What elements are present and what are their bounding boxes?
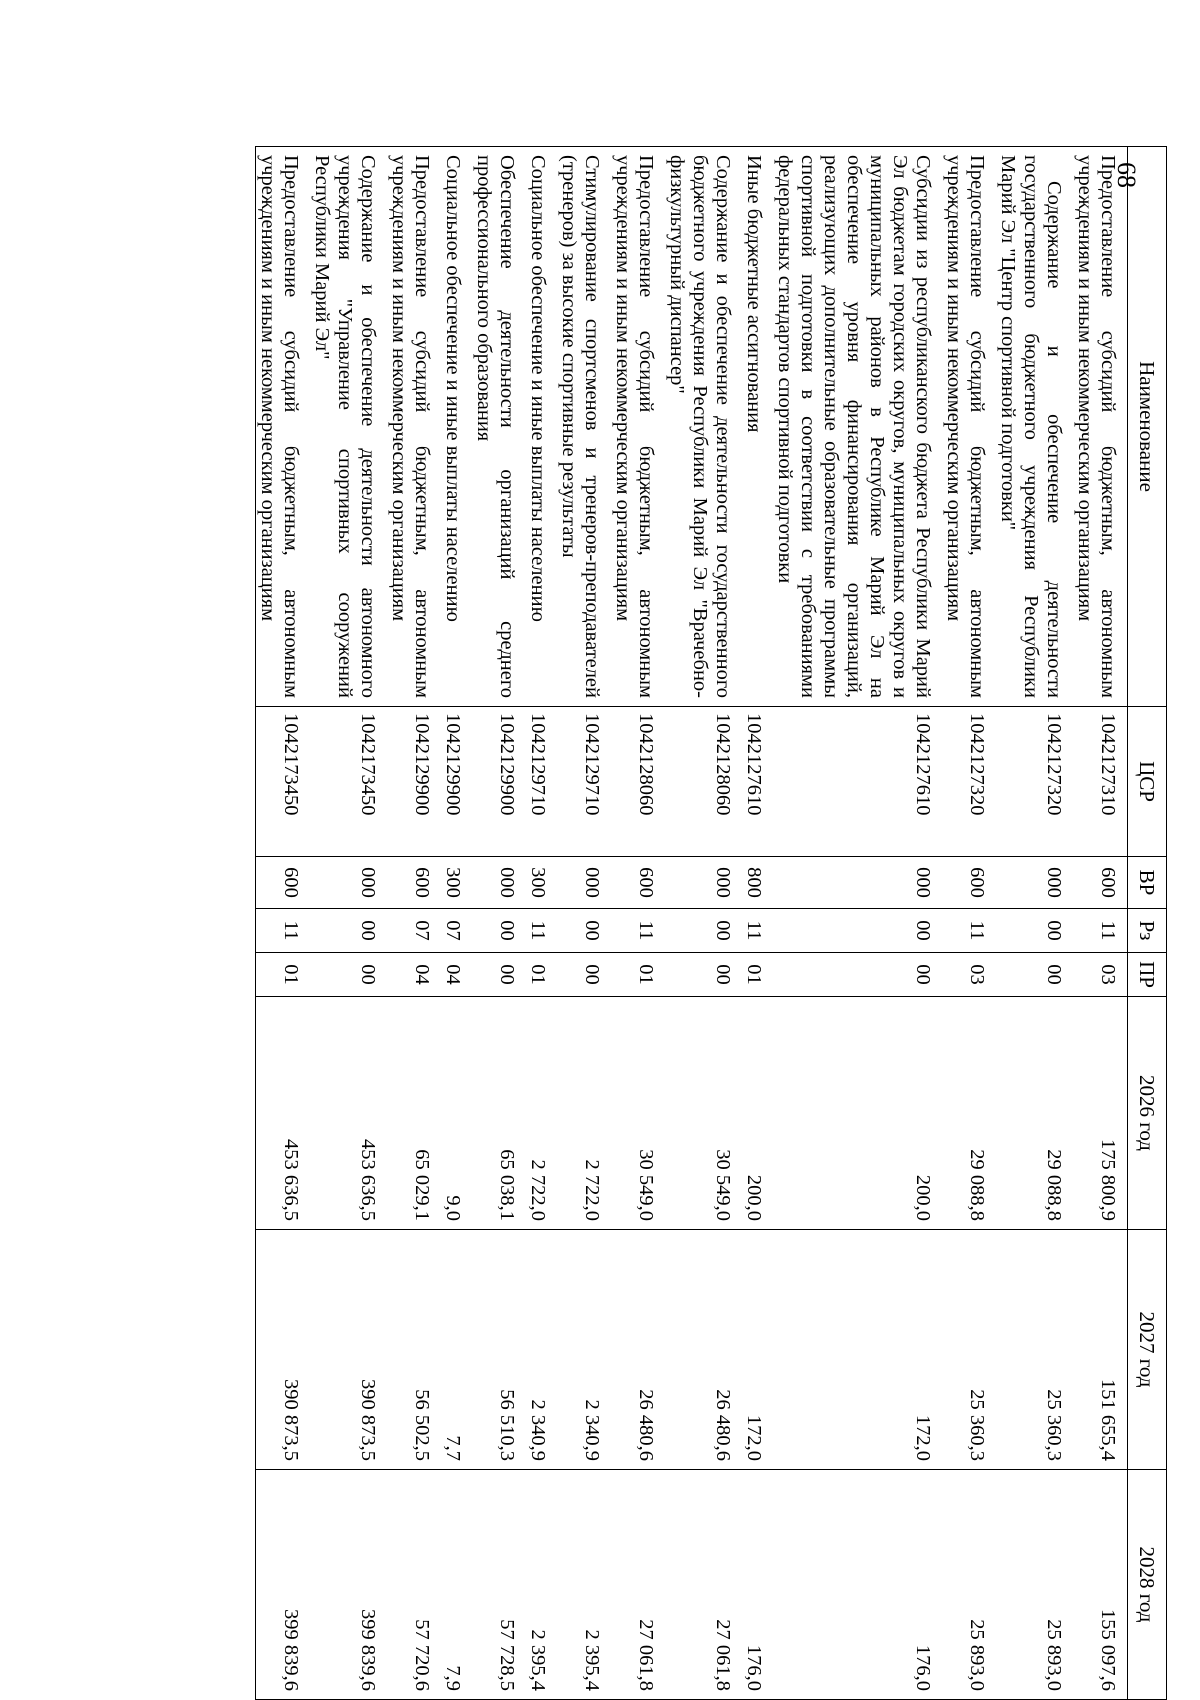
table-row [256, 147, 311, 1700]
row-2027: 25 360,3 [942, 1230, 996, 1470]
row-2028: 399 839,6 [310, 1470, 387, 1700]
row-2028: 176,0 [742, 1470, 773, 1700]
row-2026: 200,0 [773, 997, 942, 1230]
row-2027: 26 480,6 [611, 1230, 665, 1470]
row-rz: 00 [557, 909, 611, 953]
row-name: Стимулирование спортсменов и тренеров-преподавателей (тренеров) за высокие спортивные результаты [557, 147, 611, 707]
row-vr: 000 [773, 857, 942, 909]
row-rz: 11 [526, 909, 557, 953]
header-name: Наименование [1128, 147, 1167, 707]
row-2026: 65 029,1 [387, 997, 441, 1230]
row-csr: 1042129900 [472, 707, 526, 857]
row-2027: 390 873,5 [256, 1230, 311, 1470]
row-2026: 30 549,0 [611, 997, 665, 1230]
row-pr: 00 [773, 953, 942, 997]
row-2026: 30 549,0 [665, 997, 742, 1230]
row-csr: 1042129710 [557, 707, 611, 857]
row-2028: 25 893,0 [942, 1470, 996, 1700]
row-2027: 172,0 [773, 1230, 942, 1470]
row-vr: 300 [526, 857, 557, 909]
row-vr: 600 [942, 857, 996, 909]
row-2027: 56 510,3 [472, 1230, 526, 1470]
rotated-page [137, 146, 1167, 1699]
row-vr: 800 [742, 857, 773, 909]
table-row [773, 147, 942, 1700]
row-2028: 2 395,4 [526, 1470, 557, 1700]
row-csr: 1042127610 [742, 707, 773, 857]
row-2027: 7,7 [441, 1230, 472, 1470]
header-row [1128, 147, 1167, 1700]
row-2028: 27 061,8 [611, 1470, 665, 1700]
row-rz: 11 [1073, 909, 1128, 953]
budget-table [255, 146, 1167, 1700]
row-2028: 2 395,4 [557, 1470, 611, 1700]
header-2028: 2028 год [1128, 1470, 1167, 1700]
row-pr: 01 [611, 953, 665, 997]
header-rz: Рз [1128, 909, 1167, 953]
row-2028: 7,9 [441, 1470, 472, 1700]
header-2026: 2026 год [1128, 997, 1167, 1230]
row-rz: 11 [742, 909, 773, 953]
row-csr: 1042173450 [256, 707, 311, 857]
row-2026: 2 722,0 [526, 997, 557, 1230]
row-2026: 175 800,9 [1073, 997, 1128, 1230]
row-2027: 172,0 [742, 1230, 773, 1470]
row-pr: 03 [942, 953, 996, 997]
row-name: Содержание и обеспечение деятельности автономного учреждения "Управление спортивных сооружений Республики Марий Эл" [310, 147, 387, 707]
row-name: Содержание и обеспечение деятельности государственного бюджетного учреждения Республики Марий Эл "Врачебно-физкультурный диспансер" [665, 147, 742, 707]
row-rz: 11 [942, 909, 996, 953]
row-2028: 57 728,5 [472, 1470, 526, 1700]
row-csr: 1042127310 [1073, 707, 1128, 857]
row-vr: 000 [557, 857, 611, 909]
header-2027: 2027 год [1128, 1230, 1167, 1470]
table-row [441, 147, 472, 1700]
row-2026: 2 722,0 [557, 997, 611, 1230]
row-2028: 57 720,6 [387, 1470, 441, 1700]
row-pr: 01 [526, 953, 557, 997]
row-name: Социальное обеспечение и иные выплаты населению [441, 147, 472, 707]
row-rz: 00 [472, 909, 526, 953]
row-rz: 00 [665, 909, 742, 953]
table-row [611, 147, 665, 1700]
row-name: Предоставление субсидий бюджетным, автономным учреждениям и иным некоммерческим организациям [256, 147, 311, 707]
row-pr: 01 [742, 953, 773, 997]
row-2028: 27 061,8 [665, 1470, 742, 1700]
row-vr: 000 [996, 857, 1073, 909]
row-pr: 04 [387, 953, 441, 997]
row-2028: 176,0 [773, 1470, 942, 1700]
row-vr: 300 [441, 857, 472, 909]
row-name: Иные бюджетные ассигнования [742, 147, 773, 707]
table-row [387, 147, 441, 1700]
header-csr: ЦСР [1128, 707, 1167, 857]
table-row [557, 147, 611, 1700]
page-number: 68 [1112, 162, 1141, 188]
row-vr: 600 [387, 857, 441, 909]
row-csr: 1042173450 [310, 707, 387, 857]
table-row [526, 147, 557, 1700]
table-row [942, 147, 996, 1700]
row-2026: 29 088,8 [996, 997, 1073, 1230]
table-row [472, 147, 526, 1700]
row-pr: 00 [310, 953, 387, 997]
row-2027: 151 655,4 [1073, 1230, 1128, 1470]
row-csr: 1042127320 [996, 707, 1073, 857]
row-vr: 600 [1073, 857, 1128, 909]
row-pr: 00 [996, 953, 1073, 997]
row-rz: 11 [256, 909, 311, 953]
row-csr: 1042129710 [526, 707, 557, 857]
row-name: Содержание и обеспечение деятельности государственного бюджетного учреждения Республики Марий Эл "Центр спортивной подготовки" [996, 147, 1073, 707]
row-csr: 1042127320 [942, 707, 996, 857]
row-csr: 1042128060 [611, 707, 665, 857]
table-row [665, 147, 742, 1700]
row-rz: 07 [441, 909, 472, 953]
row-2027: 25 360,3 [996, 1230, 1073, 1470]
row-name: Предоставление субсидий бюджетным, автономным учреждениям и иным некоммерческим организациям [387, 147, 441, 707]
row-name: Предоставление субсидий бюджетным, автономным учреждениям и иным некоммерческим организациям [1073, 147, 1128, 707]
row-vr: 000 [665, 857, 742, 909]
table-row [1073, 147, 1128, 1700]
row-pr: 00 [472, 953, 526, 997]
row-vr: 000 [310, 857, 387, 909]
header-vr: ВР [1128, 857, 1167, 909]
row-2028: 155 097,6 [1073, 1470, 1128, 1700]
row-csr: 1042128060 [665, 707, 742, 857]
row-pr: 03 [1073, 953, 1128, 997]
row-pr: 00 [557, 953, 611, 997]
row-name: Обеспечение деятельности организаций среднего профессионального образования [472, 147, 526, 707]
row-2027: 56 502,5 [387, 1230, 441, 1470]
row-name: Субсидии из республиканского бюджета Республики Марий Эл бюджетам городских округов, муниципальных округов и муниципальных районов в Республике Марий Эл на обеспечение уровня финансирования организаций, реализующих дополнительные образовательные программы спортивной подготовки в соответствии с требованиями федеральных стандартов спортивной подготовки [773, 147, 942, 707]
table-row [310, 147, 387, 1700]
row-rz: 00 [773, 909, 942, 953]
row-vr: 600 [611, 857, 665, 909]
table-row [742, 147, 773, 1700]
row-2028: 399 839,6 [256, 1470, 311, 1700]
row-2027: 390 873,5 [310, 1230, 387, 1470]
table-row [996, 147, 1073, 1700]
row-rz: 00 [310, 909, 387, 953]
row-rz: 11 [611, 909, 665, 953]
row-csr: 1042129900 [387, 707, 441, 857]
row-pr: 00 [665, 953, 742, 997]
row-pr: 01 [256, 953, 311, 997]
header-pr: ПР [1128, 953, 1167, 997]
row-csr: 1042127610 [773, 707, 942, 857]
row-rz: 00 [996, 909, 1073, 953]
row-csr: 1042129900 [441, 707, 472, 857]
row-2028: 25 893,0 [996, 1470, 1073, 1700]
row-2026: 200,0 [742, 997, 773, 1230]
row-2027: 2 340,9 [557, 1230, 611, 1470]
row-name: Социальное обеспечение и иные выплаты населению [526, 147, 557, 707]
row-vr: 600 [256, 857, 311, 909]
row-2026: 9,0 [441, 997, 472, 1230]
row-name: Предоставление субсидий бюджетным, автономным учреждениям и иным некоммерческим организациям [611, 147, 665, 707]
row-2026: 453 636,5 [256, 997, 311, 1230]
row-2027: 26 480,6 [665, 1230, 742, 1470]
row-2026: 65 038,1 [472, 997, 526, 1230]
row-2027: 2 340,9 [526, 1230, 557, 1470]
row-2026: 453 636,5 [310, 997, 387, 1230]
row-vr: 000 [472, 857, 526, 909]
row-name: Предоставление субсидий бюджетным, автономным учреждениям и иным некоммерческим организациям [942, 147, 996, 707]
row-2026: 29 088,8 [942, 997, 996, 1230]
row-pr: 04 [441, 953, 472, 997]
row-rz: 07 [387, 909, 441, 953]
